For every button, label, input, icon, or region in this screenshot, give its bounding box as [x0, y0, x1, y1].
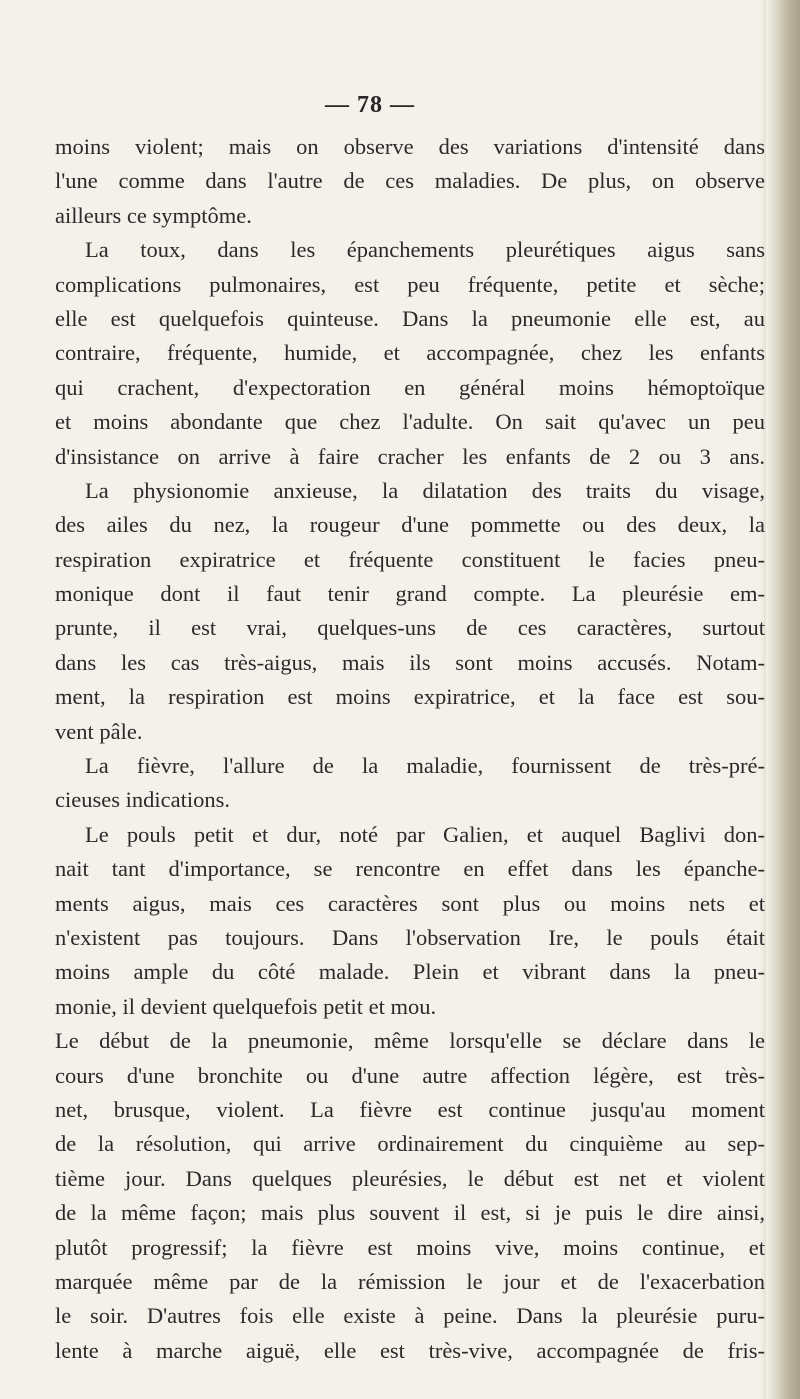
text-line: de la résolution, qui arrive ordinairement du cinquième au sep- — [55, 1131, 765, 1157]
text-line: qui crachent, d'expectoration en général moins hémoptoïque — [55, 374, 765, 400]
text-line: prunte, il est vrai, quelques-uns de ces caractères, surtout — [55, 615, 765, 641]
text-line: l'une comme dans l'autre de ces maladies. De plus, on observe — [55, 168, 765, 194]
text-line: respiration expiratrice et fréquente constituent le facies pneu- — [55, 546, 765, 572]
page-number: — 78 — — [325, 92, 415, 118]
text-line: elle est quelquefois quinteuse. Dans la pneumonie elle est, au — [55, 305, 765, 331]
text-line: de la même façon; mais plus souvent il est, si je puis le dire ainsi, — [55, 1200, 765, 1226]
text-line: marquée même par de la rémission le jour et de l'exacerbation — [55, 1268, 765, 1294]
text-line: La fièvre, l'allure de la maladie, fournissent de très-pré- — [85, 753, 765, 779]
text-line: Le début de la pneumonie, même lorsqu'elle se déclare dans le — [55, 1028, 765, 1054]
body-text — [55, 130, 765, 1368]
text-line: tième jour. Dans quelques pleurésies, le début est net et violent — [55, 1165, 765, 1191]
text-line: des ailes du nez, la rougeur d'une pommette ou des deux, la — [55, 512, 765, 538]
text-line: monie, il devient quelquefois petit et mou. — [55, 993, 437, 1019]
text-line: plutôt progressif; la fièvre est moins vive, moins continue, et — [55, 1234, 765, 1260]
text-line: vent pâle. — [55, 718, 143, 744]
text-line: nait tant d'importance, se rencontre en effet dans les épanche- — [55, 856, 765, 882]
text-line: cieuses indications. — [55, 787, 230, 813]
text-line: lente à marche aiguë, elle est très-vive, accompagnée de fris- — [55, 1337, 765, 1363]
binding-shadow — [766, 0, 800, 1399]
text-line: complications pulmonaires, est peu fréquente, petite et sèche; — [55, 271, 765, 297]
text-line: La toux, dans les épanchements pleurétiques aigus sans — [85, 237, 765, 263]
text-line: et moins abondante que chez l'adulte. On sait qu'avec un peu — [55, 409, 765, 435]
text-line: monique dont il faut tenir grand compte. La pleurésie em- — [55, 581, 765, 607]
text-line: Le pouls petit et dur, noté par Galien, et auquel Baglivi don- — [85, 821, 765, 847]
text-line: ment, la respiration est moins expiratrice, et la face est sou- — [55, 684, 765, 710]
text-line: d'insistance on arrive à faire cracher les enfants de 2 ou 3 ans. — [55, 443, 765, 469]
text-line: cours d'une bronchite ou d'une autre affection légère, est très- — [55, 1062, 765, 1088]
text-line: La physionomie anxieuse, la dilatation des traits du visage, — [85, 477, 765, 503]
text-line: n'existent pas toujours. Dans l'observation Ire, le pouls était — [55, 924, 765, 950]
text-line: moins ample du côté malade. Plein et vibrant dans la pneu- — [55, 959, 765, 985]
text-line: le soir. D'autres fois elle existe à peine. Dans la pleurésie puru- — [55, 1303, 765, 1329]
text-line: ments aigus, mais ces caractères sont plus ou moins nets et — [55, 890, 765, 916]
text-line: ailleurs ce symptôme. — [55, 202, 252, 228]
text-line: dans les cas très-aigus, mais ils sont moins accusés. Notam- — [55, 649, 765, 675]
text-line: net, brusque, violent. La fièvre est continue jusqu'au moment — [55, 1096, 765, 1122]
text-line: moins violent; mais on observe des variations d'intensité dans — [55, 134, 765, 159]
text-line: contraire, fréquente, humide, et accompagnée, chez les enfants — [55, 340, 765, 366]
